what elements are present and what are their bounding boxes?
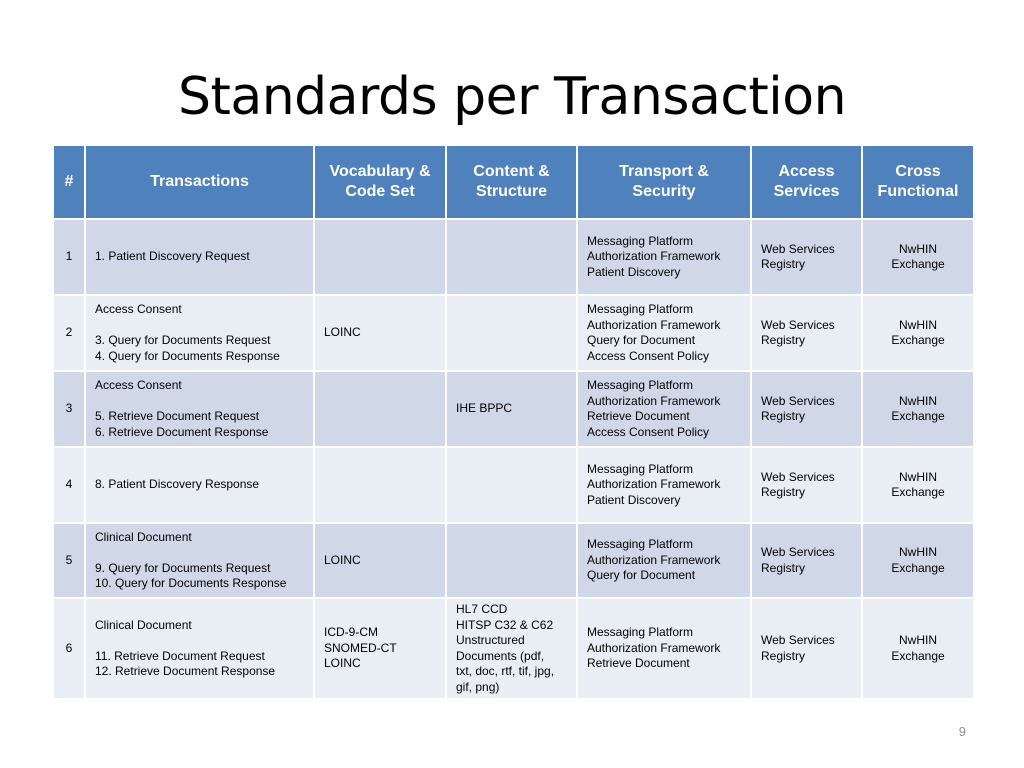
table-row (53, 371, 974, 447)
cell-access: Web Services Registry (751, 598, 862, 699)
table-row (53, 523, 974, 598)
cell-cross: NwHIN Exchange (862, 523, 974, 598)
col-header-cross: Cross Functional (862, 145, 974, 219)
cell-number: 3 (53, 371, 85, 447)
cell-transactions: Clinical Document 11. Retrieve Document Request 12. Retrieve Document Response (85, 598, 314, 699)
table-row (53, 598, 974, 699)
cell-access: Web Services Registry (751, 523, 862, 598)
standards-table (52, 144, 975, 700)
cell-transport: Messaging Platform Authorization Framework Patient Discovery (577, 219, 751, 295)
cell-vocabulary: ICD-9-CM SNOMED-CT LOINC (314, 598, 446, 699)
cell-transactions: 8. Patient Discovery Response (85, 447, 314, 523)
col-header-transactions: Transactions (85, 145, 314, 219)
cell-cross: NwHIN Exchange (862, 219, 974, 295)
table-row (53, 219, 974, 295)
cell-number: 5 (53, 523, 85, 598)
cell-content: IHE BPPC (446, 371, 577, 447)
cell-transactions: 1. Patient Discovery Request (85, 219, 314, 295)
page-number: 9 (958, 724, 966, 739)
slide-title: Standards per Transaction (177, 67, 847, 127)
cell-vocabulary (314, 447, 446, 523)
col-header-access: Access Services (751, 145, 862, 219)
cell-number: 4 (53, 447, 85, 523)
cell-vocabulary: LOINC (314, 523, 446, 598)
cell-vocabulary: LOINC (314, 295, 446, 371)
cell-transport: Messaging Platform Authorization Framework Query for Document (577, 523, 751, 598)
cell-access: Web Services Registry (751, 447, 862, 523)
table-row (53, 447, 974, 523)
cell-transactions: Access Consent 3. Query for Documents Request 4. Query for Documents Response (85, 295, 314, 371)
cell-number: 1 (53, 219, 85, 295)
cell-number: 2 (53, 295, 85, 371)
cell-content: HL7 CCD HITSP C32 & C62 Unstructured Documents (pdf, txt, doc, rtf, tif, jpg, gif, png) (446, 598, 577, 699)
cell-content (446, 219, 577, 295)
cell-access: Web Services Registry (751, 295, 862, 371)
cell-transactions: Clinical Document 9. Query for Documents Request 10. Query for Documents Response (85, 523, 314, 598)
cell-content (446, 523, 577, 598)
cell-transport: Messaging Platform Authorization Framework Query for Document Access Consent Policy (577, 295, 751, 371)
cell-transactions: Access Consent 5. Retrieve Document Request 6. Retrieve Document Response (85, 371, 314, 447)
col-header-transport: Transport & Security (577, 145, 751, 219)
cell-cross: NwHIN Exchange (862, 371, 974, 447)
col-header-vocabulary: Vocabulary & Code Set (314, 145, 446, 219)
cell-content (446, 295, 577, 371)
cell-cross: NwHIN Exchange (862, 295, 974, 371)
col-header-content: Content & Structure (446, 145, 577, 219)
cell-content (446, 447, 577, 523)
cell-transport: Messaging Platform Authorization Framework Patient Discovery (577, 447, 751, 523)
cell-transport: Messaging Platform Authorization Framework Retrieve Document Access Consent Policy (577, 371, 751, 447)
cell-transport: Messaging Platform Authorization Framework Retrieve Document (577, 598, 751, 699)
cell-vocabulary (314, 219, 446, 295)
cell-access: Web Services Registry (751, 219, 862, 295)
cell-access: Web Services Registry (751, 371, 862, 447)
header-row (53, 145, 974, 219)
cell-vocabulary (314, 371, 446, 447)
col-header-number: # (53, 145, 85, 219)
table-row (53, 295, 974, 371)
cell-cross: NwHIN Exchange (862, 447, 974, 523)
cell-number: 6 (53, 598, 85, 699)
cell-cross: NwHIN Exchange (862, 598, 974, 699)
